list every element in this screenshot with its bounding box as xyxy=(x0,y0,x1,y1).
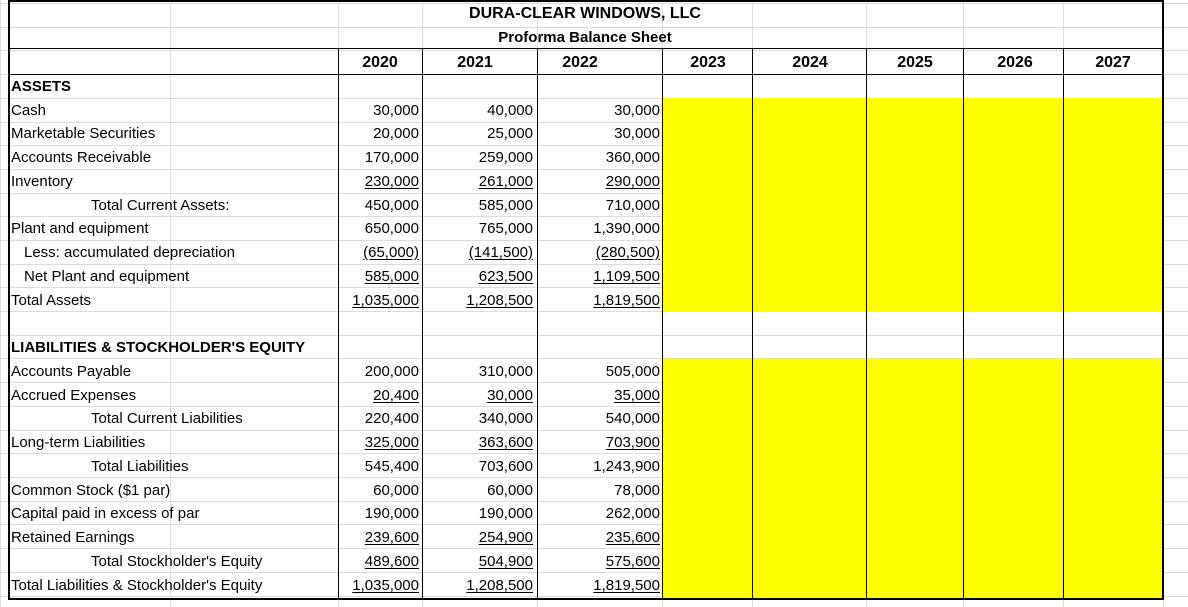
border-line xyxy=(662,48,663,600)
value-2021: 60,000 xyxy=(487,482,533,499)
value-2021: 765,000 xyxy=(478,220,533,237)
year-2023: 2023 xyxy=(690,54,726,71)
value-2022: 290,000 xyxy=(605,173,660,190)
border-line xyxy=(866,48,867,600)
row-label: Cash xyxy=(11,102,47,119)
value-2020: 190,000 xyxy=(364,505,419,522)
value-2021: 259,000 xyxy=(478,149,533,166)
row-label: Accounts Receivable xyxy=(11,149,152,166)
projection-input-block xyxy=(663,359,1163,598)
value-2022: 30,000 xyxy=(614,102,660,119)
value-2021: 1,208,500 xyxy=(466,577,533,594)
value-2022: 35,000 xyxy=(614,387,660,404)
value-2021: 340,000 xyxy=(478,410,533,427)
value-2021: 310,000 xyxy=(478,363,533,380)
value-2020: 170,000 xyxy=(364,149,419,166)
assets-section-header: ASSETS xyxy=(11,78,72,95)
value-2020: 1,035,000 xyxy=(352,292,419,309)
year-2025: 2025 xyxy=(897,54,933,71)
value-2020: 585,000 xyxy=(364,268,419,285)
gridline xyxy=(0,0,1,607)
value-2022: 262,000 xyxy=(605,505,660,522)
year-2021: 2021 xyxy=(457,54,493,71)
border-line xyxy=(8,0,10,600)
value-2020: 325,000 xyxy=(364,434,419,451)
value-2022: (280,500) xyxy=(595,244,660,261)
row-label: Plant and equipment xyxy=(11,220,149,237)
value-2020: 20,400 xyxy=(373,387,419,404)
value-2022: 1,819,500 xyxy=(593,292,660,309)
year-2027: 2027 xyxy=(1095,54,1131,71)
border-line xyxy=(1063,48,1064,600)
row-label: Total Stockholder's Equity xyxy=(91,553,263,570)
value-2021: 585,000 xyxy=(478,197,533,214)
year-2020: 2020 xyxy=(362,54,398,71)
value-2021: 30,000 xyxy=(487,387,533,404)
value-2022: 703,900 xyxy=(605,434,660,451)
border-line xyxy=(1162,0,1164,600)
year-2022: 2022 xyxy=(562,54,598,71)
value-2020: 650,000 xyxy=(364,220,419,237)
value-2020: 450,000 xyxy=(364,197,419,214)
value-2022: 505,000 xyxy=(605,363,660,380)
value-2021: 703,600 xyxy=(478,458,533,475)
value-2021: 1,208,500 xyxy=(466,292,533,309)
row-label: Marketable Securities xyxy=(11,125,156,142)
border-line xyxy=(8,598,1164,600)
border-line xyxy=(537,48,538,600)
value-2021: 623,500 xyxy=(478,268,533,285)
value-2022: 540,000 xyxy=(605,410,660,427)
gridline xyxy=(0,50,1188,51)
border-line xyxy=(8,74,1164,75)
row-label: Long-term Liabilities xyxy=(11,434,146,451)
sheet-subtitle: Proforma Balance Sheet xyxy=(498,29,672,46)
value-2021: 261,000 xyxy=(478,173,533,190)
value-2020: 545,400 xyxy=(364,458,419,475)
gridline xyxy=(0,335,1188,336)
value-2020: (65,000) xyxy=(363,244,419,261)
value-2022: 710,000 xyxy=(605,197,660,214)
value-2021: 504,900 xyxy=(478,553,533,570)
row-label: Common Stock ($1 par) xyxy=(11,482,171,499)
value-2021: (141,500) xyxy=(468,244,533,261)
value-2022: 1,243,900 xyxy=(593,458,660,475)
value-2020: 30,000 xyxy=(373,102,419,119)
value-2021: 40,000 xyxy=(487,102,533,119)
value-2021: 254,900 xyxy=(478,529,533,546)
row-label: Retained Earnings xyxy=(11,529,135,546)
border-line xyxy=(752,48,753,600)
liabilities-section-header: LIABILITIES & STOCKHOLDER'S EQUITY xyxy=(11,339,306,356)
year-2024: 2024 xyxy=(792,54,828,71)
row-label: Total Current Liabilities xyxy=(91,410,243,427)
value-2021: 190,000 xyxy=(478,505,533,522)
value-2020: 239,600 xyxy=(364,529,419,546)
value-2020: 489,600 xyxy=(364,553,419,570)
row-label: Total Assets xyxy=(11,292,92,309)
border-line xyxy=(8,0,1164,2)
value-2022: 575,600 xyxy=(605,553,660,570)
value-2022: 235,600 xyxy=(605,529,660,546)
row-label: Accounts Payable xyxy=(11,363,132,380)
value-2022: 1,819,500 xyxy=(593,577,660,594)
row-label: Inventory xyxy=(11,173,73,190)
row-label: Total Current Assets: xyxy=(91,197,230,214)
company-title: DURA-CLEAR WINDOWS, LLC xyxy=(469,5,701,22)
value-2020: 230,000 xyxy=(364,173,419,190)
value-2020: 20,000 xyxy=(373,125,419,142)
border-line xyxy=(963,48,964,600)
row-label: Less: accumulated depreciation xyxy=(24,244,235,261)
row-label: Net Plant and equipment xyxy=(24,268,190,285)
value-2020: 200,000 xyxy=(364,363,419,380)
value-2022: 78,000 xyxy=(614,482,660,499)
value-2020: 60,000 xyxy=(373,482,419,499)
year-2026: 2026 xyxy=(997,54,1033,71)
projection-input-block xyxy=(663,98,1163,312)
value-2022: 1,109,500 xyxy=(593,268,660,285)
row-label: Accrued Expenses xyxy=(11,387,137,404)
value-2020: 1,035,000 xyxy=(352,577,419,594)
value-2021: 25,000 xyxy=(487,125,533,142)
value-2022: 30,000 xyxy=(614,125,660,142)
row-label: Total Liabilities xyxy=(91,458,189,475)
value-2022: 1,390,000 xyxy=(593,220,660,237)
value-2020: 220,400 xyxy=(364,410,419,427)
value-2021: 363,600 xyxy=(478,434,533,451)
row-label: Total Liabilities & Stockholder's Equity xyxy=(11,577,263,594)
value-2022: 360,000 xyxy=(605,149,660,166)
row-label: Capital paid in excess of par xyxy=(11,505,200,522)
